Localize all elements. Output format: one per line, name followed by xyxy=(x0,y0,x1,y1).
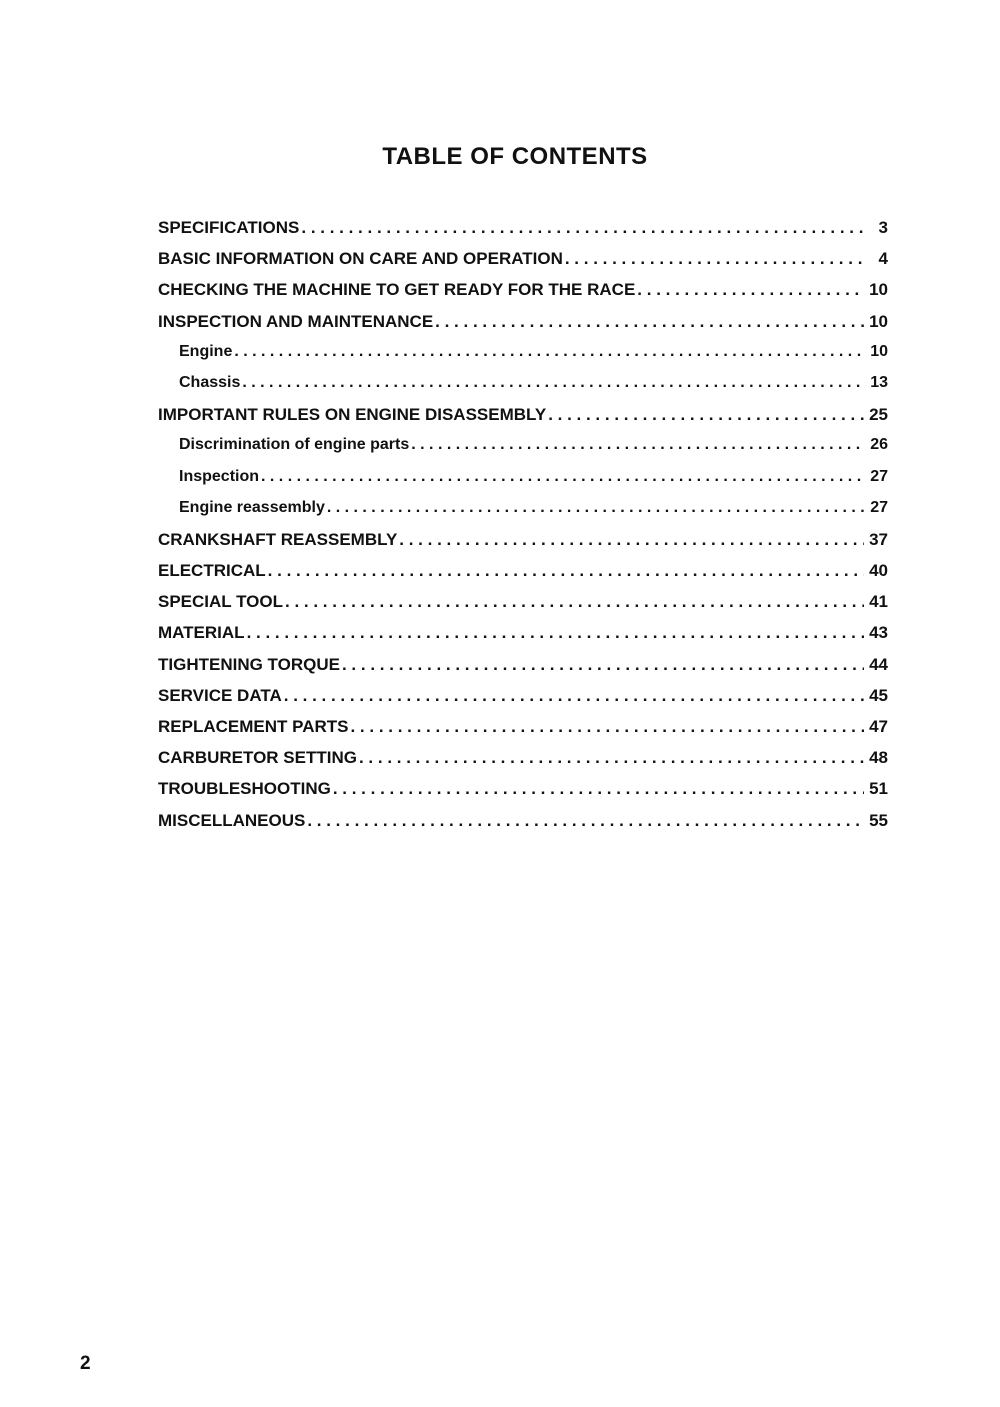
toc-dot-leader xyxy=(242,374,864,392)
toc-subentry[interactable] xyxy=(158,374,888,405)
toc-entry-page: 47 xyxy=(869,717,888,736)
toc-entry-label: INSPECTION AND MAINTENANCE xyxy=(158,311,434,331)
toc-entry[interactable] xyxy=(158,779,888,810)
toc-entry-page: 40 xyxy=(869,561,888,581)
toc-subentry-page: 10 xyxy=(870,342,888,360)
toc-dot-leader xyxy=(261,468,864,486)
toc-dot-leader xyxy=(342,655,864,675)
toc-dot-leader xyxy=(350,717,864,737)
toc-entry-label: MATERIAL xyxy=(158,623,245,643)
toc-entry-page: 37 xyxy=(869,529,888,549)
toc-entry-label: REPLACEMENT PARTS xyxy=(158,717,349,736)
toc-entry-page: 43 xyxy=(869,623,888,643)
toc-subentry-label: Discrimination of engine parts xyxy=(179,436,410,454)
toc-entry-label: IMPORTANT RULES ON ENGINE DISASSEMBLY xyxy=(158,405,547,425)
toc-dot-leader xyxy=(327,499,864,517)
table-of-contents xyxy=(158,218,888,842)
toc-entry-page: 48 xyxy=(869,748,888,768)
toc-entry-label: SPECIAL TOOL xyxy=(158,592,284,612)
toc-entry-page: 51 xyxy=(869,779,888,799)
page-number: 2 xyxy=(80,1353,91,1374)
toc-entry-label: TROUBLESHOOTING xyxy=(158,779,331,799)
toc-entry-page: 3 xyxy=(878,218,888,237)
toc-entry[interactable] xyxy=(158,280,888,311)
toc-subentry-page: 27 xyxy=(870,498,888,516)
toc-entry-label: MISCELLANEOUS xyxy=(158,810,306,830)
toc-dot-leader xyxy=(435,312,864,332)
toc-entry[interactable] xyxy=(158,249,888,280)
toc-dot-leader xyxy=(247,623,864,643)
toc-entry[interactable] xyxy=(158,717,888,748)
toc-subentry[interactable] xyxy=(158,499,888,530)
toc-entry-page: 41 xyxy=(869,592,888,612)
toc-entry-label: SPECIFICATIONS xyxy=(158,218,300,237)
toc-dot-leader xyxy=(284,686,864,706)
toc-subentry-page: 27 xyxy=(870,467,888,485)
toc-entry[interactable] xyxy=(158,218,888,249)
toc-dot-leader xyxy=(637,280,864,300)
toc-entry-label: CHECKING THE MACHINE TO GET READY FOR THE RACE xyxy=(158,280,636,300)
toc-entry-label: SERVICE DATA xyxy=(158,685,282,705)
toc-subentry-label: Engine reassembly xyxy=(179,498,325,516)
toc-dot-leader xyxy=(565,249,864,269)
toc-dot-leader xyxy=(268,561,864,581)
toc-subentry-label: Chassis xyxy=(179,373,241,391)
toc-entry[interactable] xyxy=(158,592,888,623)
toc-dot-leader xyxy=(399,530,864,550)
toc-dot-leader xyxy=(411,436,864,454)
toc-entry[interactable] xyxy=(158,405,888,436)
toc-entry[interactable] xyxy=(158,623,888,654)
toc-entry[interactable] xyxy=(158,686,888,717)
toc-dot-leader xyxy=(301,218,864,238)
toc-entry-page: 44 xyxy=(869,654,888,674)
toc-dot-leader xyxy=(333,779,864,799)
toc-entry-page: 4 xyxy=(878,249,888,269)
toc-entry[interactable] xyxy=(158,655,888,686)
page-title: TABLE OF CONTENTS xyxy=(382,143,648,170)
toc-subentry-label: Inspection xyxy=(179,467,260,485)
toc-dot-leader xyxy=(234,343,864,361)
toc-dot-leader xyxy=(285,592,864,612)
toc-entry-page: 10 xyxy=(869,280,888,300)
toc-entry-page: 10 xyxy=(869,311,888,331)
toc-entry[interactable] xyxy=(158,748,888,779)
toc-subentry-page: 26 xyxy=(870,436,888,454)
toc-subentry[interactable] xyxy=(158,343,888,374)
toc-entry[interactable] xyxy=(158,530,888,561)
toc-entry-label: BASIC INFORMATION ON CARE AND OPERATION xyxy=(158,249,563,269)
toc-entry-page: 25 xyxy=(869,405,888,425)
toc-dot-leader xyxy=(307,811,864,831)
toc-entry-label: CARBURETOR SETTING xyxy=(158,748,357,768)
toc-subentry-label: Engine xyxy=(179,342,233,360)
toc-subentry-page: 13 xyxy=(870,373,888,391)
toc-entry-page: 45 xyxy=(869,685,888,705)
toc-entry[interactable] xyxy=(158,811,888,842)
toc-dot-leader xyxy=(359,748,864,768)
toc-entry-label: CRANKSHAFT REASSEMBLY xyxy=(158,529,398,549)
toc-entry[interactable] xyxy=(158,561,888,592)
toc-entry-page: 55 xyxy=(869,810,888,830)
toc-entry[interactable] xyxy=(158,312,888,343)
toc-entry-label: ELECTRICAL xyxy=(158,561,266,581)
toc-dot-leader xyxy=(548,405,864,425)
toc-entry-label: TIGHTENING TORQUE xyxy=(158,654,340,674)
toc-subentry[interactable] xyxy=(158,468,888,499)
toc-subentry[interactable] xyxy=(158,436,888,467)
